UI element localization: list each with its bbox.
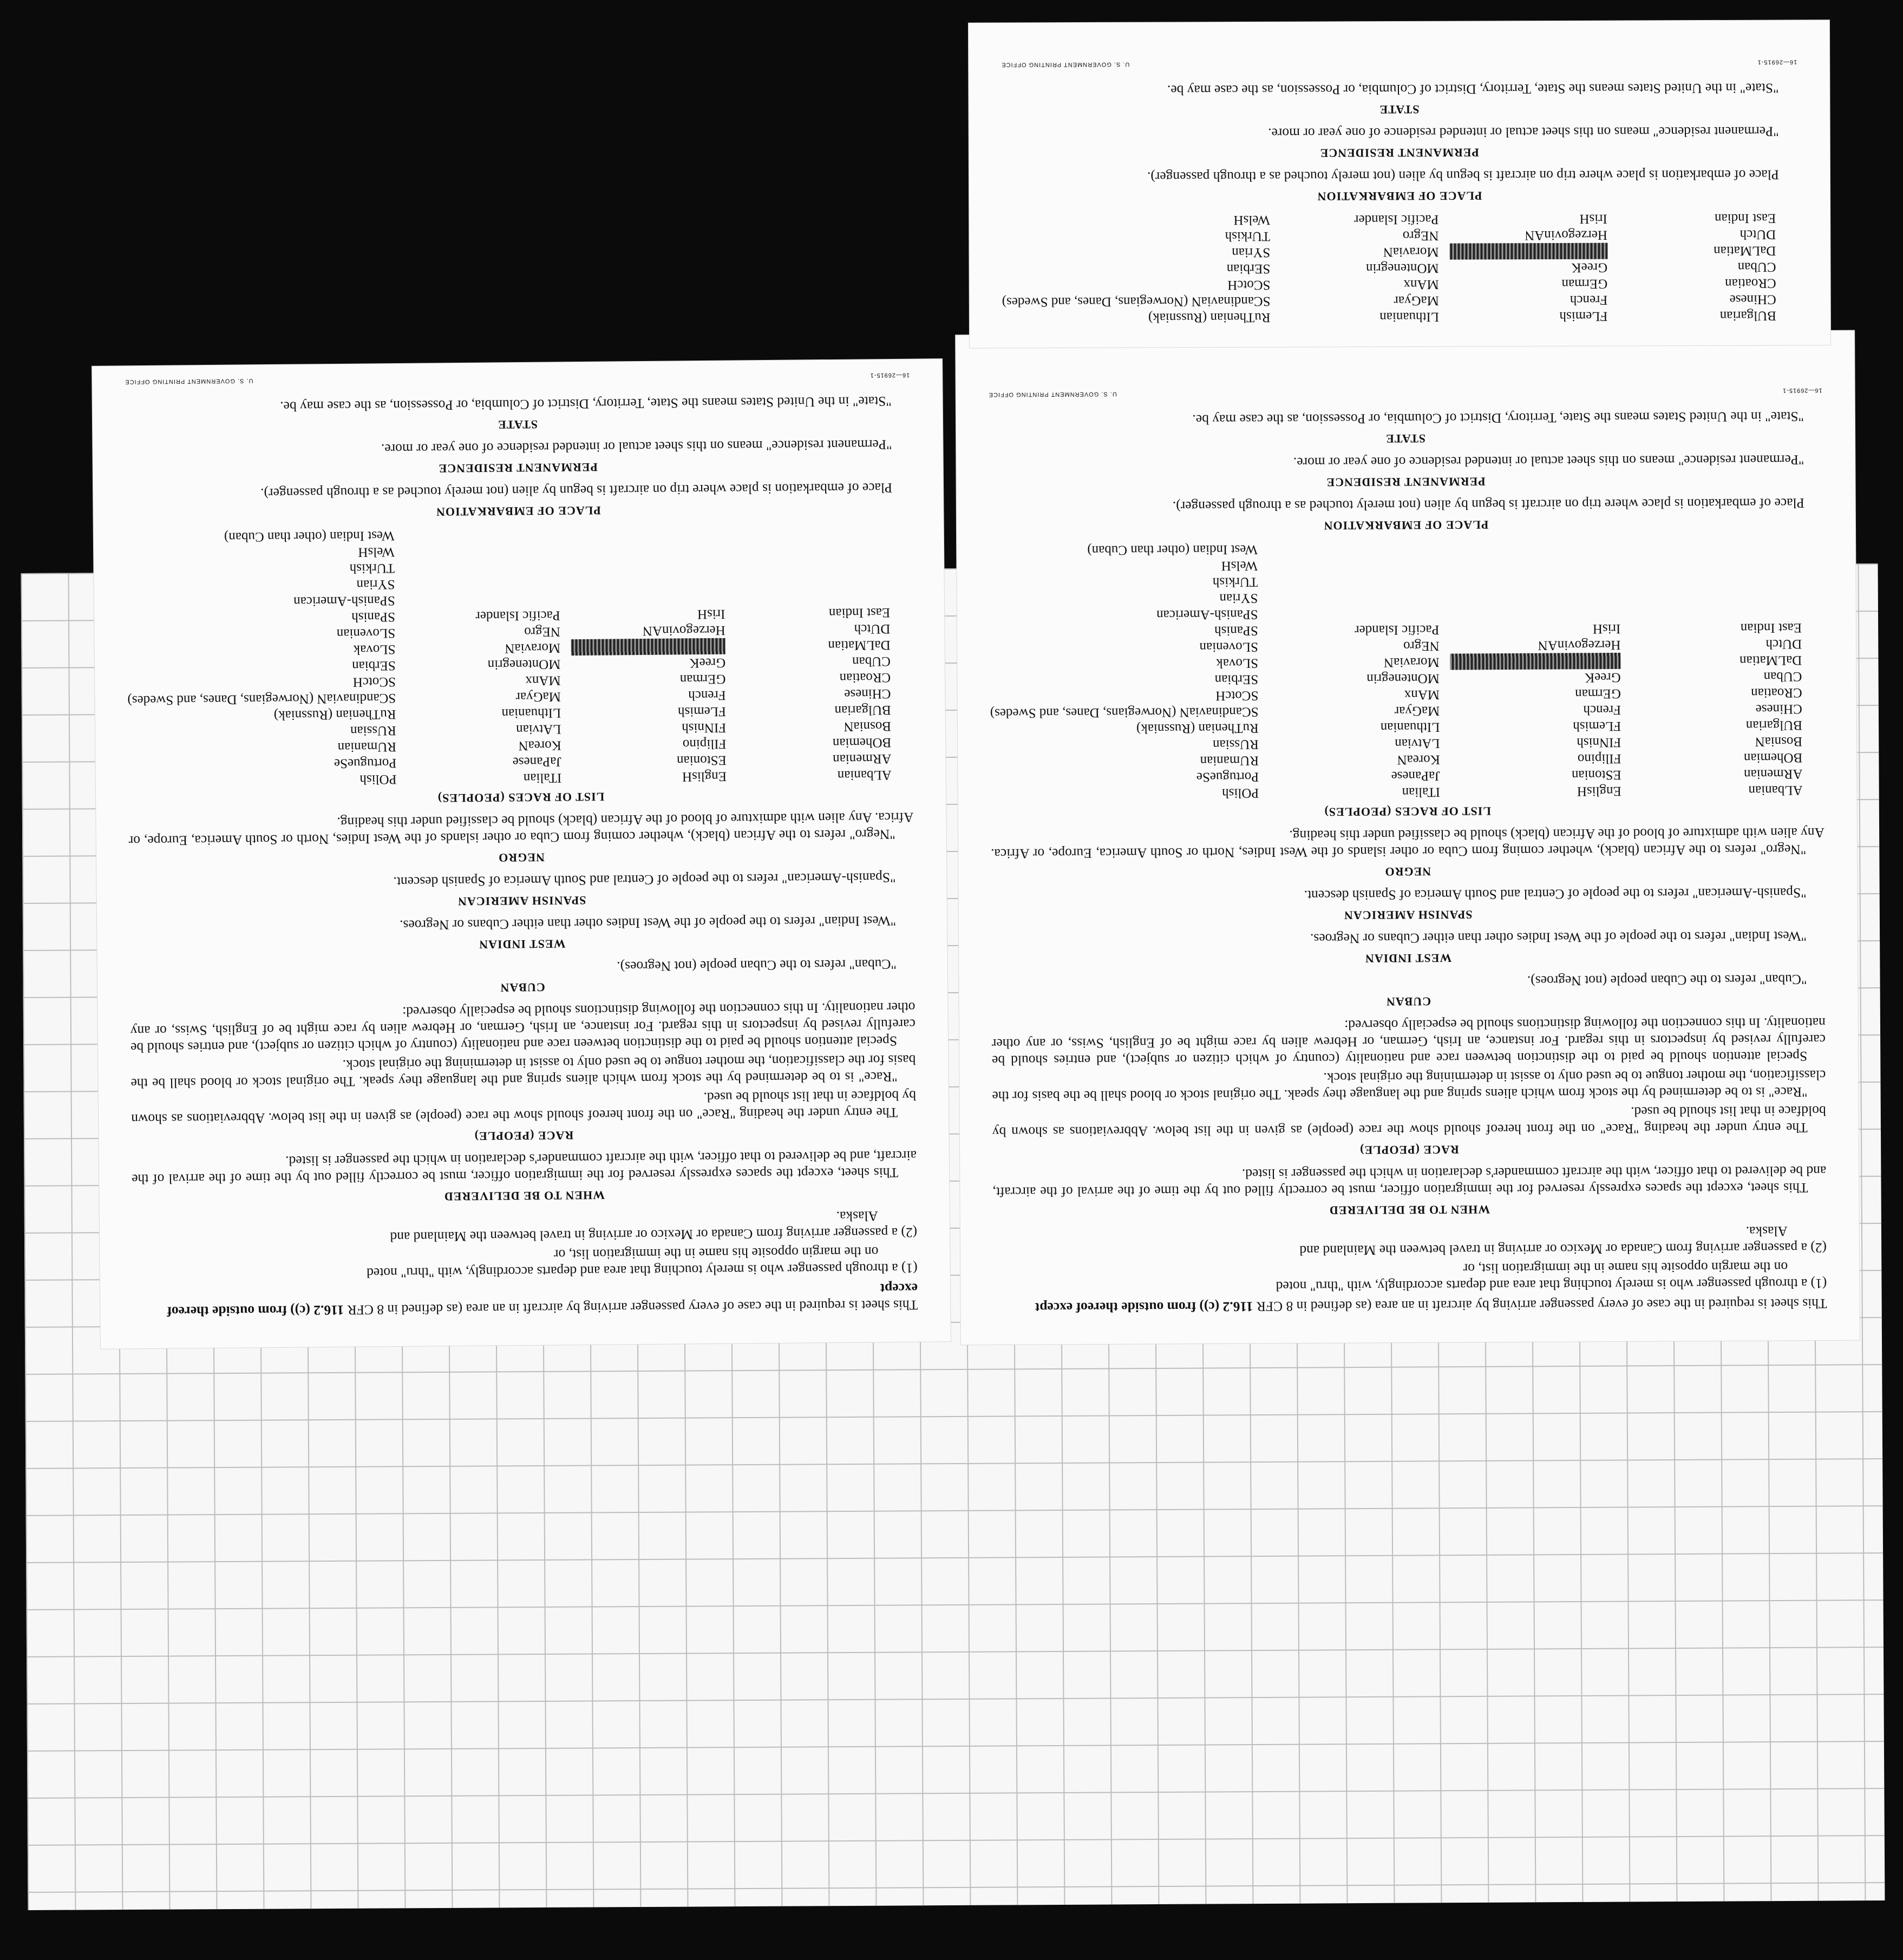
race-item: HerzegovinAN bbox=[1525, 227, 1607, 243]
race-item: East Indian bbox=[1740, 620, 1802, 635]
race-item: KoreaN bbox=[1397, 752, 1440, 768]
race-item: FLemish bbox=[1573, 718, 1621, 734]
negro-text: "Negro" refers to the African (black), whether coming from Cuba or other islands of the West Indies, North or South America, Europe, or Africa. Any alien with admixture of blood of the African (black) should be classified under this heading. bbox=[991, 824, 1825, 862]
race-item: BOhemian bbox=[832, 735, 892, 750]
printer-footer bbox=[989, 382, 1822, 403]
negro-heading: NEGRO bbox=[498, 850, 545, 865]
race-item: HerzegovinAN bbox=[642, 622, 725, 639]
race-item: SPanish bbox=[1214, 623, 1258, 638]
race-item: SErbian bbox=[1214, 672, 1259, 687]
race-item: RuThenian (Russniak) bbox=[1148, 310, 1271, 325]
race-item: ARmenian bbox=[833, 751, 892, 766]
race-item: JaPanese bbox=[1391, 768, 1440, 784]
race-item: ARmenian bbox=[1743, 766, 1803, 782]
race-item: SLovak bbox=[353, 642, 396, 657]
race-item: DUtch bbox=[854, 621, 891, 637]
race-item: FINnish bbox=[1577, 735, 1621, 750]
race-para-1: The entry under the heading "Race" on the front hereof should show the race (people) as given in the list below. Abbreviations as shown by boldface in that list should be used. bbox=[131, 1087, 917, 1128]
race-item: MoraviaN bbox=[505, 640, 561, 656]
race-column-2 bbox=[1450, 539, 1621, 800]
instruction-sheet-left bbox=[92, 359, 951, 1349]
race-item: GreeK bbox=[689, 655, 726, 671]
race-item: East Indian bbox=[828, 605, 891, 621]
race-item: CUban bbox=[1737, 259, 1776, 274]
race-column-3 bbox=[405, 526, 561, 786]
state-text: "State" in the United States means the State, Territory, District of Columbia, or Possession, as the case may be. bbox=[1192, 409, 1804, 428]
race-item: FIlipino bbox=[682, 736, 727, 752]
race-item: West Indian (other than Cuban) bbox=[224, 528, 395, 545]
race-item: MaGyar bbox=[1394, 703, 1440, 719]
instruction-sheet-right bbox=[956, 331, 1860, 1345]
race-item: GreeK bbox=[1571, 260, 1608, 275]
west-indian-heading: WEST INDIAN bbox=[479, 937, 566, 952]
race-item: PortugueSe bbox=[333, 756, 397, 771]
race-item: NEgro bbox=[1403, 638, 1440, 654]
spanish-american-text: "Spanish-American" refers to the people of Central and South America of Spanish descent. bbox=[393, 869, 896, 890]
race-item: Pacific Islander bbox=[475, 608, 560, 624]
race-item: MAnx bbox=[1403, 277, 1439, 292]
clause-1: (1) a through passenger who is merely touching that area and departs accordingly, with "thru" noted on the margin opposite his name in the immigration list, or bbox=[367, 1244, 918, 1281]
cuban-text: "Cuban" refers to the Cuban people (not Negroes). bbox=[1527, 972, 1807, 989]
embarkation-text: Place of embarkation is place where trip on aircraft is begun by alien (not merely touched as a through passenger). bbox=[260, 480, 893, 502]
race-list-heading: LIST OF RACES (PEOPLES) bbox=[1324, 804, 1492, 819]
race-item: DUtch bbox=[1739, 227, 1776, 242]
race-list bbox=[126, 523, 892, 789]
race-item: SCandinaviaN (Norwegians, Danes, and Swedes) bbox=[1002, 293, 1271, 310]
race-item: BOhemian bbox=[1743, 750, 1803, 765]
race-item: SCotcH bbox=[1227, 277, 1271, 293]
race-item: ITalian bbox=[523, 770, 562, 785]
race-item: Pacific Islander bbox=[1354, 212, 1439, 227]
race-item: ITalian bbox=[1402, 784, 1441, 800]
race-item: BUlgarian bbox=[1745, 718, 1802, 733]
race-column-4 bbox=[989, 541, 1259, 802]
race-item: RuThenian (Russniak) bbox=[1136, 720, 1259, 736]
race-item: EnglisH bbox=[1577, 783, 1621, 799]
race-item: PortugueSe bbox=[1196, 769, 1259, 785]
race-item: SCandinaviaN (Norwegians, Danes, and Swedes) bbox=[127, 691, 396, 708]
race-item: BosniaN bbox=[843, 719, 892, 734]
race-item: FIlipino bbox=[1577, 751, 1621, 766]
west-indian-heading: WEST INDIAN bbox=[1364, 951, 1452, 966]
race-item: POlish bbox=[359, 772, 397, 787]
race-item: GErman bbox=[1575, 686, 1621, 702]
race-item: IrisH bbox=[1592, 621, 1621, 637]
race-item: TUrkish bbox=[1212, 574, 1258, 589]
intro-sentence: This sheet is required in the case of every passenger arriving by aircraft in an area (as defined in 8 CFR 116.2 (c)) from outside thereof except bbox=[1035, 1295, 1827, 1316]
race-item: SYrian bbox=[356, 577, 395, 592]
race-item: FLemish bbox=[677, 704, 727, 719]
race-item: CHinese bbox=[1729, 292, 1776, 307]
race-item: SLovak bbox=[1216, 655, 1259, 671]
printing-office: U. S. GOVERNMENT PRINTING OFFICE bbox=[1001, 61, 1130, 68]
state-heading: STATE bbox=[1385, 431, 1426, 446]
race-para-1: The entry under the heading "Race" on the front hereof should show the race (people) as given in the list below. Abbreviations as shown by boldface in that list should be used. bbox=[992, 1103, 1826, 1140]
sheet-content bbox=[956, 331, 1860, 1345]
embarkation-heading: PLACE OF EMBARKATION bbox=[1317, 189, 1482, 204]
race-item: SYrian bbox=[1232, 245, 1271, 260]
race-item: BosniaN bbox=[1755, 734, 1803, 749]
permanent-residence-heading: PERMANENT RESIDENCE bbox=[1319, 146, 1479, 160]
race-item: SLovenian bbox=[1199, 639, 1258, 655]
race-item: FINnish bbox=[682, 720, 727, 736]
race-item: MOntenegrin bbox=[1365, 260, 1439, 276]
race-item: RUmanian bbox=[337, 739, 397, 755]
printer-footer bbox=[125, 366, 910, 390]
race-item: SErbian bbox=[1226, 261, 1271, 277]
race-item: POlish bbox=[1222, 785, 1259, 801]
race-item: ALbanian bbox=[837, 768, 892, 783]
sheet-content bbox=[969, 20, 1830, 348]
race-item: MAnx bbox=[1404, 687, 1440, 703]
form-code: 16—26915-1 bbox=[1757, 58, 1797, 65]
race-item: GErman bbox=[679, 671, 726, 687]
embarkation-text: Place of embarkation is place where trip on aircraft is begun by alien (not merely touched as a through passenger). bbox=[1147, 167, 1779, 185]
race-list-heading: LIST OF RACES (PEOPLES) bbox=[437, 790, 605, 805]
clause-2: (2) a passenger arriving from Canada or Mexico or arriving in travel between the Mainland and Alaska. bbox=[1299, 1223, 1827, 1259]
race-item: East Indian bbox=[1715, 211, 1776, 226]
race-item: WelsH bbox=[358, 545, 395, 560]
race-item: CHinese bbox=[844, 686, 891, 702]
form-code: 16—26915-1 bbox=[1782, 386, 1822, 394]
state-text: "State" in the United States means the State, Territory, District of Columbia, or Possession, as the case may be. bbox=[280, 394, 892, 415]
race-item: CRoatian bbox=[839, 670, 891, 685]
race-item: WelsH bbox=[1221, 558, 1258, 573]
race-item: SPanish-American bbox=[1156, 607, 1258, 622]
when-heading: WHEN TO BE DELIVERED bbox=[443, 1188, 605, 1204]
race-item: HerzegovinAN bbox=[1538, 637, 1621, 653]
permanent-residence-text: "Permanent residence" means on this sheet actual or intended residence of one year or more. bbox=[1268, 123, 1779, 141]
race-column-1 bbox=[735, 523, 892, 784]
race-item: SYrian bbox=[1219, 591, 1258, 606]
race-item: French bbox=[1570, 292, 1608, 307]
race-column-2 bbox=[570, 525, 727, 785]
permanent-residence-text: "Permanent residence" means on this sheet actual or intended residence of one year or more. bbox=[1293, 452, 1804, 471]
race-item: RUssian bbox=[1213, 737, 1259, 752]
spanish-american-heading: SPANISH AMERICAN bbox=[457, 893, 586, 909]
race-item: LIthuanian bbox=[1380, 719, 1440, 735]
cuban-text: "Cuban" refers to the Cuban people (not Negroes). bbox=[617, 956, 897, 975]
race-heading: RACE (PEOPLE) bbox=[474, 1129, 574, 1143]
negro-heading: NEGRO bbox=[1384, 864, 1431, 879]
form-code: 16—26915-1 bbox=[869, 371, 910, 379]
race-list bbox=[989, 538, 1802, 802]
race-item: MOntenegrin bbox=[487, 657, 561, 672]
race-column-3 bbox=[1281, 211, 1439, 325]
race-heading: RACE (PEOPLE) bbox=[1359, 1143, 1459, 1157]
cuban-heading: CUBAN bbox=[1385, 994, 1431, 1009]
embarkation-heading: PLACE OF EMBARKATION bbox=[1323, 518, 1489, 533]
race-column-1 bbox=[1631, 538, 1802, 799]
race-item: EnglisH bbox=[682, 769, 727, 784]
race-column-1 bbox=[1618, 210, 1776, 324]
race-item: IrisH bbox=[1579, 211, 1607, 226]
race-item: MoraviaN bbox=[1383, 244, 1439, 260]
race-item: MaGyar bbox=[515, 689, 561, 705]
race-item: RUmanian bbox=[1200, 753, 1259, 769]
race-item: GErman bbox=[1561, 276, 1608, 291]
race-item: DUtch bbox=[1765, 637, 1802, 652]
race-item-struck bbox=[1450, 243, 1608, 260]
race-item: CUban bbox=[852, 654, 891, 669]
race-item: SPanish bbox=[351, 609, 396, 625]
embarkation-heading: PLACE OF EMBARKATION bbox=[435, 503, 601, 519]
permanent-residence-text: "Permanent residence" means on this sheet actual or intended residence of one year or more. bbox=[381, 436, 892, 457]
race-item: DaLMatian bbox=[828, 638, 891, 653]
race-item: SLovenian bbox=[336, 626, 396, 641]
printing-office: U. S. GOVERNMENT PRINTING OFFICE bbox=[988, 390, 1117, 398]
race-item: ALbanian bbox=[1748, 783, 1803, 798]
printing-office: U. S. GOVERNMENT PRINTING OFFICE bbox=[125, 377, 253, 385]
spanish-american-heading: SPANISH AMERICAN bbox=[1343, 908, 1473, 922]
permanent-residence-heading: PERMANENT RESIDENCE bbox=[438, 460, 598, 476]
race-item: CRoatian bbox=[1725, 276, 1776, 291]
race-item: CRoatian bbox=[1751, 685, 1802, 700]
intro-sentence: This sheet is required in the case of every passenger arriving by aircraft in an area (as defined in 8 CFR 116.2 (c)) from outside thereof except bbox=[167, 1280, 918, 1320]
race-item: JaPanese bbox=[512, 754, 562, 770]
race-item-struck bbox=[1450, 653, 1621, 670]
negro-text: "Negro" refers to the African (black), whether coming from Cuba or other islands of the West Indies, North or South America, Europe, or Africa. Any alien with admixture of blood of the African (black) should be classified under this heading. bbox=[128, 809, 914, 849]
clause-2: (2) a passenger arriving from Canada or Mexico or arriving in travel between the Mainland and Alaska. bbox=[390, 1208, 918, 1246]
race-item: CUban bbox=[1763, 669, 1802, 684]
race-item: MOntenegrin bbox=[1366, 671, 1440, 686]
race-item: DaLMatian bbox=[1739, 653, 1802, 668]
race-item: SCandinaviaN (Norwegians, Danes, and Swedes) bbox=[990, 704, 1259, 721]
state-text: "State" in the United States means the State, Territory, District of Columbia, or Possession, as the case may be. bbox=[1167, 80, 1779, 99]
race-item: MAnx bbox=[525, 673, 561, 688]
west-indian-text: "West Indian" refers to the people of the West Indies other than either Cubans or Negroes. bbox=[1310, 928, 1807, 947]
race-item: French bbox=[1583, 702, 1621, 718]
race-item: DaLMatian bbox=[1714, 243, 1776, 258]
instruction-sheet-top-partial bbox=[969, 20, 1830, 348]
race-column-4 bbox=[126, 527, 397, 789]
clause-1: (1) a through passenger who is merely touching that area and departs accordingly, with "thru" noted on the margin opposite his name in the immigration list, or bbox=[1276, 1259, 1827, 1295]
race-item: NEgro bbox=[524, 624, 561, 639]
cuban-heading: CUBAN bbox=[500, 980, 545, 995]
state-heading: STATE bbox=[1379, 102, 1420, 117]
race-item: West Indian (other than Cuban) bbox=[1087, 542, 1258, 558]
race-column-2 bbox=[1449, 211, 1607, 325]
when-heading: WHEN TO BE DELIVERED bbox=[1329, 1203, 1490, 1217]
race-para-3: Special attention should be paid to the distinction between race and nationality (country of which citizen or subject), and entries should be carefully revised by inspectors in this regard. For instance, an Irish, German, or Hebrew alien by race might be of English, Swiss, or any other nationality. In this connection the following distinctions should be especially observed: bbox=[991, 1014, 1826, 1069]
race-item-struck bbox=[571, 638, 725, 655]
race-item: LIthuanian bbox=[501, 705, 561, 721]
race-item: LAtvian bbox=[1395, 736, 1440, 751]
when-text: This sheet, except the spaces expressly reserved for the immigration officer, must be correctly filled out by the time of the arrival of the aircraft, and be delivered to that officer, with the aircraft commander's declaration in which the passenger is listed. bbox=[132, 1148, 917, 1188]
race-column-3 bbox=[1268, 540, 1440, 801]
race-item: TUrkish bbox=[1225, 228, 1271, 244]
race-item: IrisH bbox=[697, 606, 725, 622]
embarkation-text: Place of embarkation is place where trip on aircraft is begun by alien (not merely touched as a through passenger). bbox=[1172, 495, 1804, 515]
race-item: SErbian bbox=[352, 658, 396, 673]
race-item: EStonian bbox=[676, 752, 727, 768]
race-item: SCotcH bbox=[352, 674, 396, 690]
race-item: RUssian bbox=[350, 723, 396, 738]
race-item: MoraviaN bbox=[1383, 654, 1440, 670]
printer-footer bbox=[1001, 53, 1797, 73]
race-item: RuThenian (Russniak) bbox=[273, 707, 396, 723]
race-item: French bbox=[688, 687, 726, 703]
race-item: WelsH bbox=[1233, 212, 1270, 228]
race-item: CHinese bbox=[1755, 702, 1802, 717]
race-item: LAtvian bbox=[516, 722, 561, 737]
race-item: TUrkish bbox=[349, 561, 395, 576]
permanent-residence-heading: PERMANENT RESIDENCE bbox=[1326, 475, 1486, 489]
race-item: KoreaN bbox=[518, 738, 561, 753]
race-item: BUlgarian bbox=[834, 703, 891, 718]
state-heading: STATE bbox=[498, 417, 538, 432]
race-item: FLemish bbox=[1559, 309, 1608, 324]
race-column-4 bbox=[1002, 212, 1270, 326]
race-item: SPanish-American bbox=[293, 593, 395, 609]
race-item: LIthuanian bbox=[1379, 309, 1440, 325]
race-para-2: "Race" is to be determined by the stock from which aliens spring and the language they speak. The original stock or blood shall be the basis for the classification, the mother tongue to be used only to assist in determining the original stock. bbox=[130, 1052, 916, 1092]
when-text: This sheet, except the spaces expressly reserved for the immigration officer, must be correctly filled out by the time of the arrival of the aircraft, and be delivered to that officer, with the aircraft commander's declaration in which the passenger is listed. bbox=[992, 1163, 1827, 1201]
race-item: Pacific Islander bbox=[1355, 622, 1440, 638]
spanish-american-text: "Spanish-American" refers to the people of Central and South America of Spanish descent. bbox=[1304, 885, 1807, 904]
race-item: EStonian bbox=[1571, 767, 1621, 783]
race-para-2: "Race" is to be determined by the stock from which aliens spring and the language they speak. The original stock or blood shall be the basis for the classification, the mother tongue to be used only to assist in determining the original stock. bbox=[992, 1067, 1826, 1105]
race-item: BUlgarian bbox=[1719, 308, 1776, 323]
race-item: NEgro bbox=[1402, 228, 1439, 243]
race-item: SCotcH bbox=[1215, 688, 1259, 703]
race-list-partial bbox=[1002, 210, 1776, 326]
race-item: GreeK bbox=[1584, 670, 1621, 685]
race-item: MaGyar bbox=[1394, 293, 1439, 309]
race-para-3: Special attention should be paid to the distinction between race and nationality (country of which citizen or subject), and entries should be carefully revised by inspectors in this regard. For instance, an Irish, German, or Hebrew alien by race might be of English, Swiss, or any other nationality. In this connection the following distinctions should be especially observed: bbox=[130, 999, 915, 1056]
sheet-content bbox=[92, 359, 951, 1349]
west-indian-text: "West Indian" refers to the people of the West Indies other than either Cubans or Negroes. bbox=[400, 913, 897, 933]
